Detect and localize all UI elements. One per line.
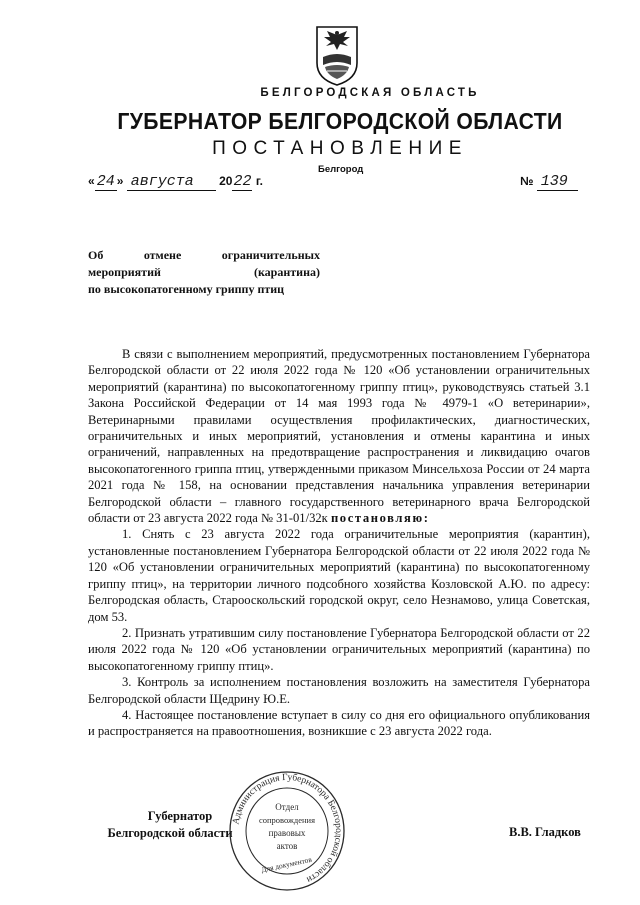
item-2: 2. Признать утратившим силу постановление Губернатора Белгородской области от 22 июля 2022 года № 120 «Об установлении ограничительных мероприятий (карантина) по высокопатогенному гриппу птиц». [88, 625, 590, 673]
preamble-text: В связи с выполнением мероприятий, предусмотренных постановлением Губернатора Белгородской области от 22 июля 2022 года № 120 «Об установлении ограничительных мероприятий (карантина) по высокопатогенному гриппу птиц», руководствуясь статьей 3.1 Закона Российской Федерации от 14 мая 1993 года № 4979-1 «О ветеринарии», Ветеринарными правилами осуществления профилактических, диагностических, ограничительных и иных мероприятий, установления и отмены карантина и иных ограничений, направленных на предотвращение распространения и ликвидацию очагов высокопатогенного гриппа птиц, утвержденными приказом Минсельхоза России от 24 марта 2021 года № 158, на основании представления начальника управления ветеринарии Белгородской области – главного государственного ветеринарного врача Белгородской области от 23 августа 2022 года № 31-01/32к [88, 347, 590, 526]
region-name: БЕЛГОРОДСКАЯ ОБЛАСТЬ [260, 87, 480, 99]
subject-word: мероприятий [88, 265, 161, 279]
number-value: 139 [537, 173, 578, 191]
svg-text:актов: актов [276, 841, 298, 851]
document-number [520, 173, 578, 190]
subject-word: отмене [143, 248, 182, 262]
signatory-title [100, 808, 240, 842]
coat-of-arms-emblem [313, 25, 361, 87]
date-year-suffix: 22 [233, 173, 252, 190]
document-type: ПОСТАНОВЛЕНИЕ [212, 138, 468, 159]
decree-word: постановляю: [330, 511, 430, 526]
city-name: Белгород [318, 164, 364, 175]
date-month: августа [127, 173, 216, 191]
date-year-abbr: г. [255, 174, 263, 188]
item-3: 3. Контроль за исполнением постановления возложить на заместителя Губернатора Белгородской области Щедрину Ю.Е. [88, 675, 590, 706]
preamble-paragraph [88, 346, 590, 526]
svg-text:Для документов: Для документов [260, 854, 313, 875]
signatory-title-line2: Белгородской области [107, 826, 233, 840]
svg-text:Отдел: Отдел [275, 802, 299, 812]
number-label: № [520, 174, 534, 188]
svg-text:Администрация Губернатора Белг: Администрация Губернатора Белгородской области [231, 772, 344, 885]
document-body [88, 346, 590, 740]
subject-word: ограничительных [221, 248, 320, 262]
signatory-name: В.В. Гладков [509, 825, 581, 839]
svg-text:сопровождения: сопровождения [258, 815, 316, 825]
date-year-prefix: 20 [219, 174, 233, 188]
signatory-title-line1: Губернатор [147, 809, 213, 823]
document-date [88, 173, 263, 190]
document-subject [88, 247, 320, 298]
governor-title: ГУБЕРНАТОР БЕЛГОРОДСКОЙ ОБЛАСТИ [117, 108, 563, 134]
subject-line: по высокопатогенному гриппу птиц [88, 282, 285, 296]
date-close-quote: » [116, 174, 124, 188]
item-1: 1. Снять с 23 августа 2022 года ограничительные мероприятия (карантин), установленные постановлением Губернатора Белгородской области от 22 июля 2022 года № 120 «Об установлении ограничительных мероприятий (карантина) по высокопатогенному гриппу птиц», на территории личного подсобного хозяйства Козловской А.Ю. по адресу: Белгородская область, Старооскольский городской округ, село Незнамово, улица Советская, дом 53. [88, 527, 590, 624]
date-open-quote: « [88, 174, 95, 188]
svg-text:правовых: правовых [268, 828, 306, 838]
subject-word: Об [88, 248, 104, 262]
official-stamp [228, 770, 346, 892]
subject-word: (карантина) [253, 265, 320, 279]
date-day: 24 [96, 173, 115, 190]
item-4: 4. Настоящее постановление вступает в силу со дня его официального опубликования и распространяется на правоотношения, возникшие с 23 августа 2022 года. [88, 707, 590, 739]
